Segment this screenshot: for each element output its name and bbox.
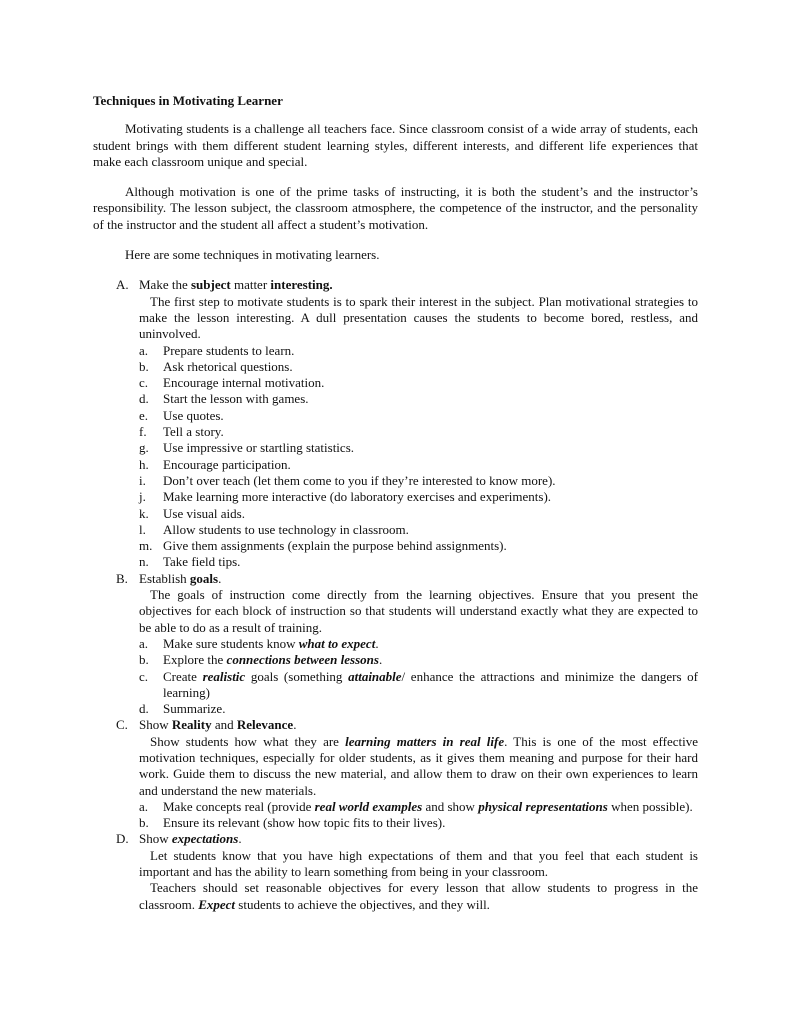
heading-run: . xyxy=(238,831,242,847)
list-item-letter: i. xyxy=(139,472,146,488)
heading-run: . xyxy=(218,570,222,586)
technique-letter: A. xyxy=(116,277,129,293)
technique-letter: D. xyxy=(116,831,129,847)
list-item xyxy=(139,636,698,652)
description-run: Expect xyxy=(198,896,236,912)
list-item-letter: d. xyxy=(139,391,149,407)
list-item-run: Encourage participation. xyxy=(163,456,291,472)
list-item xyxy=(139,506,698,522)
technique-letter: C. xyxy=(116,717,128,733)
list-item-letter: d. xyxy=(139,701,149,717)
list-item-run: Tell a story. xyxy=(163,424,224,440)
description-run: learning matters in real life xyxy=(345,733,505,749)
list-item-letter: g. xyxy=(139,440,149,456)
list-item-run: Allow students to use technology in classroom. xyxy=(163,521,409,537)
techniques-list xyxy=(93,277,698,913)
list-item-run: Use quotes. xyxy=(163,407,224,423)
list-item xyxy=(139,457,698,473)
heading-run: Show xyxy=(139,717,172,733)
list-item xyxy=(139,359,698,375)
description-run: Let students know that you have high expectations of them and that you feel that each student is important and has the ability to learn something from being in your classroom. xyxy=(139,847,698,880)
list-item xyxy=(139,343,698,359)
technique-heading xyxy=(116,570,698,587)
technique-description xyxy=(139,880,698,913)
heading-run: Reality xyxy=(171,717,212,733)
heading-run: Show xyxy=(139,831,172,847)
description-run: . This is one of the most effective motivation techniques, especially for older students, as it gives them meaning and purpose for their hard work. Guide them to discuss the new material, and allow them to draw on their own experiences to learn and understand the new materials. xyxy=(139,733,699,798)
heading-run: interesting. xyxy=(270,277,333,293)
list-item-letter: l. xyxy=(139,521,146,537)
document-page xyxy=(93,93,698,913)
list-item-run: Summarize. xyxy=(163,701,226,717)
technique-section xyxy=(116,570,699,718)
heading-run: Make the xyxy=(139,277,191,293)
list-item xyxy=(139,799,698,815)
technique-letter: B. xyxy=(116,570,128,586)
list-item-run: goals (something xyxy=(245,668,349,684)
list-item xyxy=(139,440,698,456)
list-item-run: Make sure students know xyxy=(163,635,299,651)
heading-run: and xyxy=(211,717,237,733)
list-item-letter: a. xyxy=(139,798,149,814)
techniques-intro: Here are some techniques in motivating learners. xyxy=(125,247,380,263)
list-item-run: Explore the xyxy=(163,652,227,668)
responsibility-paragraph: Although motivation is one of the prime tasks of instructing, it is both the student’s and the instructor’s responsibility. The lesson subject, the classroom atmosphere, the competence of the instructor, and the personality of the instructor and the student all affect a student’s motivation. xyxy=(93,184,698,232)
list-item-run: Prepare students to learn. xyxy=(163,342,295,358)
list-item xyxy=(139,391,698,407)
list-item-run: . xyxy=(378,652,383,668)
technique-section xyxy=(116,717,699,831)
list-item-letter: b. xyxy=(139,652,149,668)
list-item-run: Use impressive or startling statistics. xyxy=(163,440,355,456)
list-item xyxy=(139,815,698,831)
list-item-letter: b. xyxy=(139,815,149,831)
heading-run: matter xyxy=(230,277,271,293)
list-item-run: Start the lesson with games. xyxy=(163,391,309,407)
list-item-letter: f. xyxy=(139,424,147,440)
heading-run: . xyxy=(293,717,297,733)
list-item-run: Encourage internal motivation. xyxy=(163,375,325,391)
list-item xyxy=(139,554,698,570)
list-item-letter: j. xyxy=(139,489,146,505)
technique-heading xyxy=(116,831,698,847)
list-item-run: / enhance the attractions and minimize the dangers of learning) xyxy=(163,668,699,700)
technique-items xyxy=(139,799,698,832)
list-item-run: Make learning more interactive (do laboratory exercises and experiments). xyxy=(163,489,552,505)
list-item xyxy=(139,522,698,538)
list-item-letter: e. xyxy=(139,407,149,423)
intro-paragraph: Motivating students is a challenge all teachers face. Since classroom consist of a wide array of students, each student brings with them different student learning styles, different interests, and different life experiences that make each classroom unique and special. xyxy=(93,121,698,169)
list-item-run: attainable xyxy=(348,668,402,684)
technique-items xyxy=(139,343,698,571)
list-item-run: Ask rhetorical questions. xyxy=(163,358,293,374)
heading-run: Relevance xyxy=(236,717,294,733)
document-title: Techniques in Motivating Learner xyxy=(93,93,283,108)
heading-run: goals xyxy=(189,570,219,586)
technique-description xyxy=(139,587,698,636)
list-item xyxy=(139,473,698,489)
technique-description xyxy=(139,294,698,343)
list-item-run: Don’t over teach (let them come to you if they’re interested to know more). xyxy=(163,472,556,488)
list-item-run: Make concepts real (provide xyxy=(163,798,315,814)
list-item xyxy=(139,408,698,424)
technique-description xyxy=(139,734,698,799)
list-item-run: Take field tips. xyxy=(163,554,241,570)
list-item-letter: h. xyxy=(139,456,149,472)
list-item-run: Use visual aids. xyxy=(163,505,245,521)
technique-description xyxy=(139,848,698,881)
list-item xyxy=(139,489,698,505)
list-item-letter: b. xyxy=(139,358,149,374)
technique-items xyxy=(139,636,698,717)
list-item-run: Give them assignments (explain the purpose behind assignments). xyxy=(163,538,507,554)
list-item xyxy=(139,669,698,702)
list-item-run: Ensure its relevant (show how topic fits to their lives). xyxy=(163,815,446,831)
technique-section xyxy=(116,831,698,912)
list-item xyxy=(139,538,698,554)
list-item-run: realistic xyxy=(202,668,246,684)
list-item xyxy=(139,375,698,391)
list-item xyxy=(139,652,698,668)
heading-run: subject xyxy=(190,277,231,293)
list-item-letter: a. xyxy=(139,342,149,358)
description-run: The goals of instruction come directly from the learning objectives. Ensure that you present the objectives for each block of instruction so that students will understand exactly what they are expected to be able to do as a result of training. xyxy=(139,587,698,635)
list-item-run: and show xyxy=(422,798,479,814)
list-item-letter: k. xyxy=(139,505,149,521)
list-item-run: . xyxy=(375,635,379,651)
list-item-run: connections between lessons xyxy=(226,652,379,668)
technique-heading xyxy=(116,277,698,293)
list-item-run: real world examples xyxy=(314,798,423,814)
list-item-run: physical representations xyxy=(478,798,608,814)
description-run: students to achieve the objectives, and they will. xyxy=(235,896,490,912)
description-run: The first step to motivate students is to spark their interest in the subject. Plan motivational strategies to make the lesson interesting. A dull presentation causes the students to become bored, restless, and uninvolved. xyxy=(139,293,698,342)
list-item-run: what to expect xyxy=(298,635,376,651)
list-item-run: Create xyxy=(163,668,203,684)
list-item-letter: c. xyxy=(139,375,149,391)
list-item-letter: a. xyxy=(139,635,149,651)
list-item-letter: c. xyxy=(139,668,149,684)
list-item xyxy=(139,701,698,717)
heading-run: Establish xyxy=(139,570,190,586)
description-run: Show students how what they are xyxy=(150,733,346,749)
technique-section xyxy=(116,277,698,570)
list-item-letter: n. xyxy=(139,554,149,570)
technique-heading xyxy=(116,717,698,733)
heading-run: expectations xyxy=(171,831,239,847)
list-item-run: when possible). xyxy=(607,798,693,814)
list-item xyxy=(139,424,698,440)
list-item-letter: m. xyxy=(139,538,153,554)
description-run: Teachers should set reasonable objectives for every lesson that allow students to progress in the classroom. xyxy=(139,880,698,912)
